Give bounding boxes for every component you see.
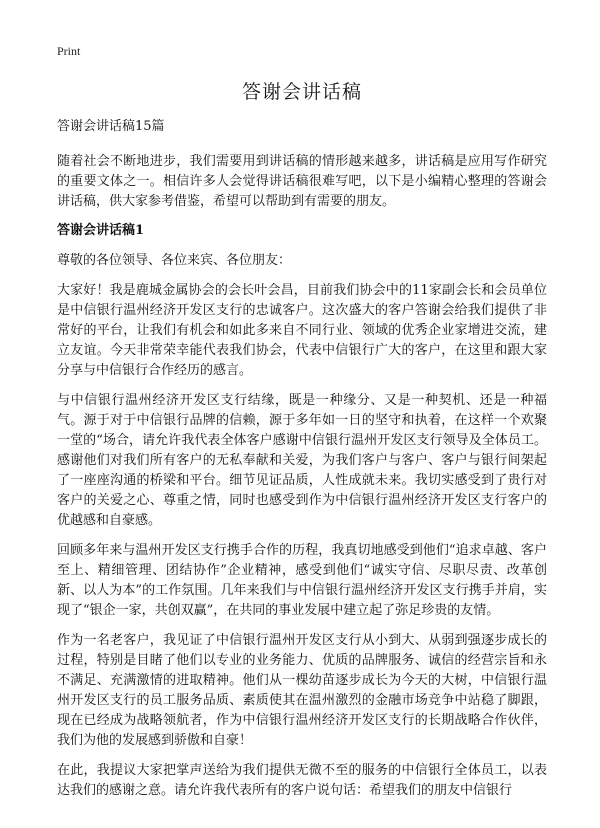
body-paragraph: 作为一名老客户，我见证了中信银行温州开发区支行从小到大、从弱到强逐步成长的过程，特别是目睹了他们以专业的业务能力、优质的品牌服务、诚信的经营宗旨和永不满足、充满激情的进取精神。他们从一棵幼苗逐步成长为今天的大树，中信银行温州开发区支行的员工服务品质、素质使其在温州激烈的金融市场竞争中站稳了脚跟，现在已经成为战略领航者，作为中信银行温州经济开发区支行的长期战略合作伙伴，我们为他的发展感到骄傲和自豪！	[57, 633, 547, 748]
intro-paragraph: 随着社会不断地进步，我们需要用到讲话稿的情形越来越多，讲话稿是应用写作研究的重要文体之一。相信许多人会觉得讲话稿很难写吧，以下是小编精心整理的答谢会讲话稿，供大家参考借鉴，希望可以帮助到有需要的朋友。	[57, 154, 547, 209]
body-paragraph: 回顾多年来与温州开发区支行携手合作的历程，我真切地感受到他们“追求卓越、客户至上、精细管理、团结协作”企业精神，感受到他们“诚实守信、尽职尽责、改革创新、以人为本”的工作氛围。几年来我们与中信银行温州经济开发区支行携手并肩，实现了“银企一家，共创双赢”，在共同的事业发展中建立起了弥足珍贵的友情。	[57, 543, 547, 618]
page-title: 答谢会讲话稿	[241, 81, 362, 103]
body-paragraph: 大家好！我是鹿城金属协会的会长叶会昌，目前我们协会中的11家副会长和会员单位是中信银行温州经济开发区支行的忠诚客户。这次盛大的客户答谢会给我们提供了非常好的平台，让我们有机会和如此多来自不同行业、领域的优秀企业家增进交流，建立友谊。今天非常荣幸能代表我们协会，代表中信银行广大的客户，在这里和跟大家分享与中信银行合作经历的感言。	[57, 283, 547, 378]
body-paragraph: 与中信银行温州经济开发区支行结缘，既是一种缘分、又是一种契机、还是一种福气。源于对于中信银行品牌的信赖，源于多年如一日的坚守和执着，在这样一个欢聚一堂的“场合，请允许我代表全体客户感谢中信银行温州开发区支行领导及全体员工。感谢他们对我们所有客户的无私奉献和关爱，为我们客户与客户、客户与银行间架起了一座座沟通的桥梁和平台。细节见证品质，人性成就未来。我切实感受到了贵行对客户的关爱之心、尊重之情，同时也感受到作为中信银行温州经济开发区支行客户的优越感和自豪感。	[57, 393, 547, 528]
document-body	[57, 78, 547, 811]
salutation-paragraph: 尊敬的各位领导、各位来宾、各位朋友：	[57, 253, 292, 268]
document-subtitle: 答谢会讲话稿15篇	[57, 119, 165, 134]
print-link[interactable]: Print	[57, 44, 81, 58]
section-heading: 答谢会讲话稿1	[57, 223, 145, 238]
body-paragraph: 在此，我提议大家把掌声送给为我们提供无微不至的服务的中信银行全体员工，以表达我们的感谢之意。请允许我代表所有的客户说句话：希望我们的朋友中信银行	[57, 763, 547, 798]
